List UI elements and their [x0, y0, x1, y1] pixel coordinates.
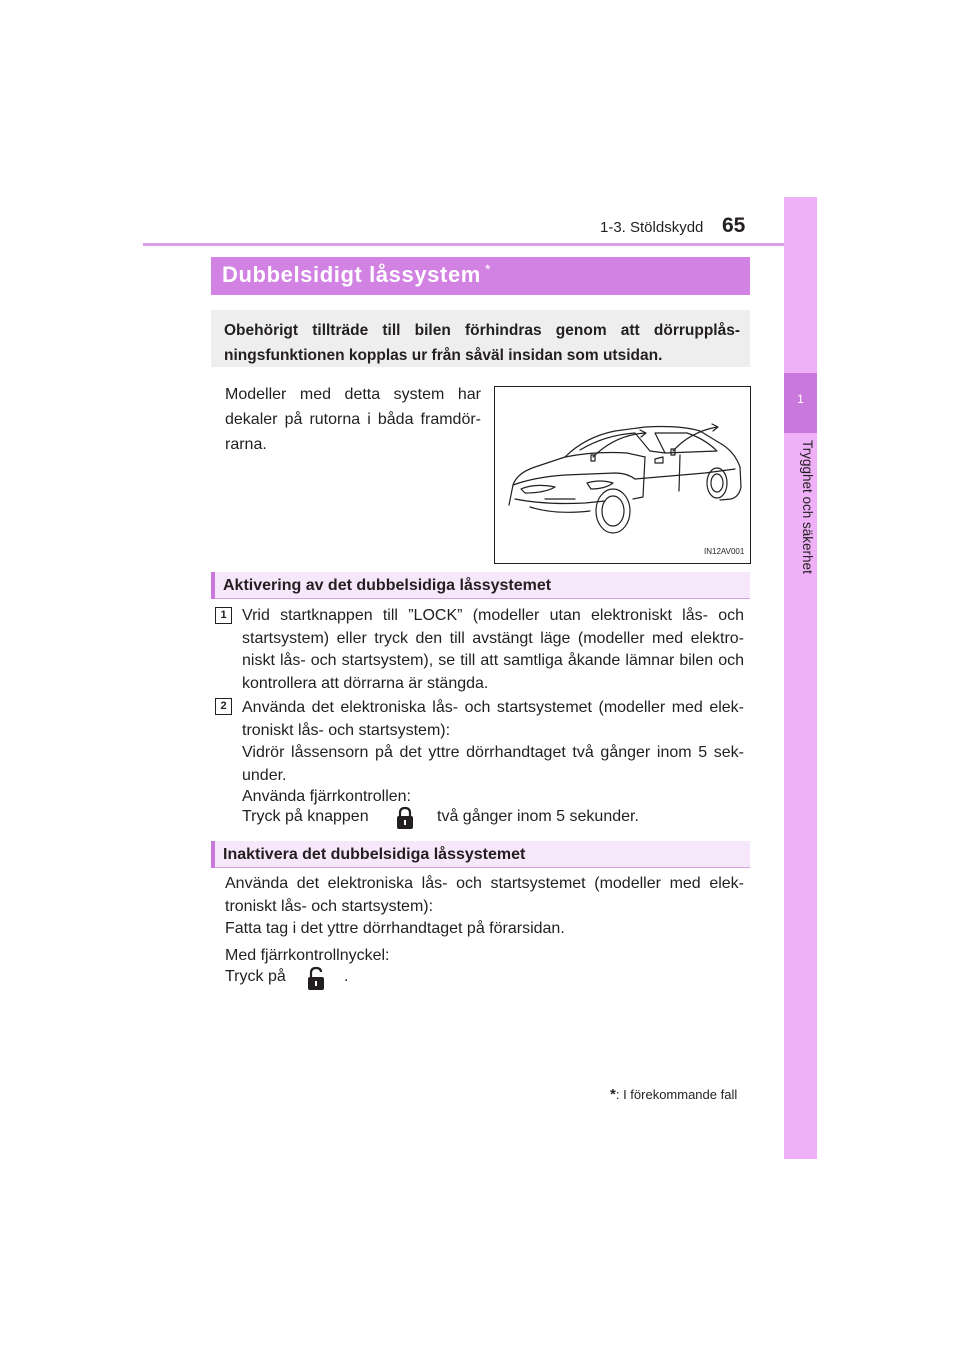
section-heading-accent: [211, 841, 215, 868]
step-number: 2: [215, 698, 232, 715]
lock-icon: [395, 806, 415, 835]
chapter-title: Trygghet och säkerhet: [800, 440, 815, 574]
models-text: Modeller med detta system har dekaler på rutorna i båda framdör-rarna.: [225, 386, 481, 453]
section-heading-inactivate: Inaktivera det dubbelsidiga låssystemet: [223, 846, 526, 863]
step-text: Vidrör låssensorn på det yttre dörrhandtaget två gånger inom 5 sek-under.: [242, 744, 744, 784]
page-title: Dubbelsidigt låssystem: [222, 262, 481, 287]
step-text: Använda fjärrkontrollen:: [242, 788, 411, 805]
unlock-icon: [306, 966, 328, 997]
footnote-text: : I förekommande fall: [615, 1087, 738, 1102]
car-illustration: [494, 386, 751, 564]
section-label: 1-3. Stöldskydd: [600, 219, 704, 236]
car-drawing: [495, 387, 750, 563]
chapter-number: 1: [797, 392, 804, 406]
side-tab-strip: [784, 197, 817, 1159]
footnote-mark: *: [610, 1086, 616, 1103]
title-footnote-mark: *: [485, 261, 491, 277]
step-number: 1: [215, 607, 232, 624]
section-heading-accent: [211, 572, 215, 599]
step-text: Vrid startknappen till ”LOCK” (modeller utan elektroniskt lås- och startsystem) eller tryck den till avstängt läge (modeller med elektro-niskt lås- och startsystem), se till att samtliga åkande lämnar bilen och kontrollera att dörrarna är stängda.: [242, 607, 744, 692]
step-text: Tryck på knappen: [242, 808, 369, 825]
step-text: Använda det elektroniska lås- och startsystemet (modeller med elek-troniskt lås- och startsystem):: [242, 699, 744, 739]
step-text: två gånger inom 5 sekunder.: [437, 808, 639, 825]
page-number: 65: [722, 214, 746, 237]
footnote: [610, 1086, 737, 1103]
paragraph: Med fjärrkontrollnyckel:: [225, 947, 390, 964]
section-heading-activate: Aktivering av det dubbelsidiga låssystemet: [223, 577, 552, 594]
paragraph: Fatta tag i det yttre dörrhandtaget på förarsidan.: [225, 920, 565, 937]
image-code: IN12AV001: [704, 547, 745, 556]
paragraph: .: [344, 968, 349, 985]
intro-text: Obehörigt tillträde till bilen förhindras genom att dörrupplås-ningsfunktionen kopplas ur från såväl insidan som utsidan.: [224, 322, 740, 364]
paragraph: Använda det elektroniska lås- och startsystemet (modeller med elek-troniskt lås- och startsystem):: [225, 875, 744, 915]
paragraph: Tryck på: [225, 968, 286, 985]
header-rule: [143, 243, 817, 246]
